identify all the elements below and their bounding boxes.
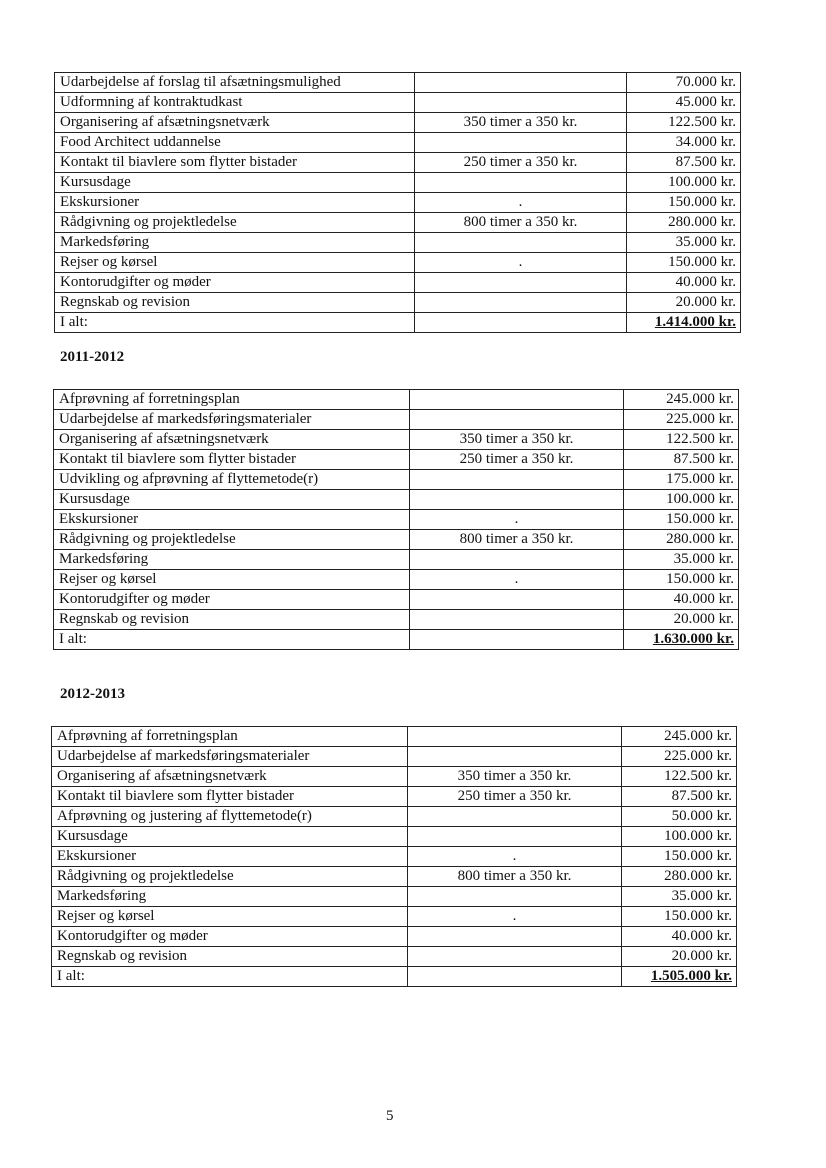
total-row xyxy=(55,313,741,333)
table-row xyxy=(55,153,741,173)
table-row xyxy=(54,590,739,610)
item-amount: 40.000 kr. xyxy=(624,590,739,610)
item-description: Afprøvning og justering af flyttemetode(r) xyxy=(52,807,408,827)
item-amount: 122.500 kr. xyxy=(622,767,737,787)
item-amount: 280.000 kr. xyxy=(624,530,739,550)
total-label: I alt: xyxy=(52,967,408,987)
total-amount: 1.414.000 kr. xyxy=(627,313,741,333)
item-calculation xyxy=(408,927,622,947)
empty-cell xyxy=(415,313,627,333)
item-description: Regnskab og revision xyxy=(54,610,410,630)
item-amount: 150.000 kr. xyxy=(622,847,737,867)
budget-table-2010-2011 xyxy=(54,72,741,333)
item-amount: 87.500 kr. xyxy=(624,450,739,470)
item-calculation: 800 timer a 350 kr. xyxy=(408,867,622,887)
table-row xyxy=(52,747,737,767)
total-row xyxy=(52,967,737,987)
item-calculation: . xyxy=(410,510,624,530)
table-row xyxy=(54,470,739,490)
item-amount: 87.500 kr. xyxy=(622,787,737,807)
total-label: I alt: xyxy=(55,313,415,333)
item-calculation xyxy=(415,273,627,293)
total-row xyxy=(54,630,739,650)
item-amount: 150.000 kr. xyxy=(627,253,741,273)
item-description: Kontorudgifter og møder xyxy=(55,273,415,293)
item-calculation xyxy=(410,490,624,510)
table-row xyxy=(54,410,739,430)
item-description: Rejser og kørsel xyxy=(54,570,410,590)
item-amount: 50.000 kr. xyxy=(622,807,737,827)
item-description: Afprøvning af forretningsplan xyxy=(54,390,410,410)
table-row xyxy=(52,887,737,907)
budget-table-2012-2013 xyxy=(51,726,737,987)
item-description: Kursusdage xyxy=(55,173,415,193)
item-amount: 122.500 kr. xyxy=(627,113,741,133)
table-row xyxy=(52,787,737,807)
item-amount: 20.000 kr. xyxy=(624,610,739,630)
item-calculation xyxy=(408,947,622,967)
table-row xyxy=(55,233,741,253)
table-row xyxy=(54,550,739,570)
item-calculation xyxy=(410,410,624,430)
item-description: Markedsføring xyxy=(55,233,415,253)
budget-table-body xyxy=(52,727,737,987)
page-number: 5 xyxy=(386,1108,394,1124)
item-description: Rådgivning og projektledelse xyxy=(52,867,408,887)
item-calculation xyxy=(408,747,622,767)
item-calculation xyxy=(415,93,627,113)
item-calculation: . xyxy=(408,847,622,867)
table-row xyxy=(55,253,741,273)
item-description: Afprøvning af forretningsplan xyxy=(52,727,408,747)
item-amount: 150.000 kr. xyxy=(624,510,739,530)
table-row xyxy=(55,293,741,313)
budget-table-2011-2012 xyxy=(53,389,739,650)
item-amount: 20.000 kr. xyxy=(627,293,741,313)
item-amount: 87.500 kr. xyxy=(627,153,741,173)
item-calculation xyxy=(415,133,627,153)
item-description: Rådgivning og projektledelse xyxy=(54,530,410,550)
item-calculation: 800 timer a 350 kr. xyxy=(410,530,624,550)
item-description: Organisering af afsætningsnetværk xyxy=(54,430,410,450)
budget-table-body xyxy=(54,390,739,650)
item-calculation: 250 timer a 350 kr. xyxy=(408,787,622,807)
empty-cell xyxy=(410,630,624,650)
item-amount: 20.000 kr. xyxy=(622,947,737,967)
item-description: Ekskursioner xyxy=(52,847,408,867)
item-calculation xyxy=(410,470,624,490)
item-calculation: 350 timer a 350 kr. xyxy=(415,113,627,133)
item-calculation xyxy=(408,887,622,907)
item-amount: 100.000 kr. xyxy=(622,827,737,847)
table-row xyxy=(52,767,737,787)
item-description: Kontakt til biavlere som flytter bistader xyxy=(54,450,410,470)
item-description: Markedsføring xyxy=(54,550,410,570)
total-amount: 1.505.000 kr. xyxy=(622,967,737,987)
item-description: Rejser og kørsel xyxy=(52,907,408,927)
item-description: Regnskab og revision xyxy=(52,947,408,967)
table-row xyxy=(54,570,739,590)
item-calculation: . xyxy=(410,570,624,590)
item-calculation xyxy=(415,233,627,253)
item-description: Kontorudgifter og møder xyxy=(54,590,410,610)
item-amount: 245.000 kr. xyxy=(624,390,739,410)
item-amount: 35.000 kr. xyxy=(627,233,741,253)
item-description: Food Architect uddannelse xyxy=(55,133,415,153)
item-amount: 175.000 kr. xyxy=(624,470,739,490)
item-amount: 225.000 kr. xyxy=(624,410,739,430)
table-row xyxy=(52,947,737,967)
item-description: Kontakt til biavlere som flytter bistader xyxy=(52,787,408,807)
table-row xyxy=(52,927,737,947)
item-calculation: . xyxy=(415,193,627,213)
table-row xyxy=(55,113,741,133)
item-description: Udvikling og afprøvning af flyttemetode(r) xyxy=(54,470,410,490)
budget-table-body xyxy=(55,73,741,333)
item-amount: 40.000 kr. xyxy=(627,273,741,293)
table-row xyxy=(54,490,739,510)
item-description: Organisering af afsætningsnetværk xyxy=(52,767,408,787)
item-amount: 150.000 kr. xyxy=(627,193,741,213)
item-description: Ekskursioner xyxy=(54,510,410,530)
table-row xyxy=(54,430,739,450)
table-row xyxy=(52,907,737,927)
total-amount: 1.630.000 kr. xyxy=(624,630,739,650)
table-row xyxy=(55,213,741,233)
item-description: Kursusdage xyxy=(52,827,408,847)
section-heading-2012-2013: 2012-2013 xyxy=(60,686,125,702)
item-description: Rejser og kørsel xyxy=(55,253,415,273)
table-row xyxy=(55,73,741,93)
item-calculation xyxy=(410,610,624,630)
table-row xyxy=(54,450,739,470)
table-row xyxy=(52,827,737,847)
item-amount: 150.000 kr. xyxy=(624,570,739,590)
table-row xyxy=(52,807,737,827)
item-calculation: 350 timer a 350 kr. xyxy=(410,430,624,450)
table-row xyxy=(52,867,737,887)
item-calculation xyxy=(415,173,627,193)
total-label: I alt: xyxy=(54,630,410,650)
item-description: Udarbejdelse af markedsføringsmaterialer xyxy=(52,747,408,767)
item-amount: 100.000 kr. xyxy=(627,173,741,193)
item-amount: 225.000 kr. xyxy=(622,747,737,767)
item-calculation: 350 timer a 350 kr. xyxy=(408,767,622,787)
item-amount: 150.000 kr. xyxy=(622,907,737,927)
item-calculation xyxy=(410,390,624,410)
item-amount: 280.000 kr. xyxy=(627,213,741,233)
table-row xyxy=(55,173,741,193)
item-amount: 122.500 kr. xyxy=(624,430,739,450)
item-amount: 34.000 kr. xyxy=(627,133,741,153)
item-description: Kontorudgifter og møder xyxy=(52,927,408,947)
item-amount: 35.000 kr. xyxy=(622,887,737,907)
item-description: Udformning af kontraktudkast xyxy=(55,93,415,113)
item-calculation: . xyxy=(415,253,627,273)
item-calculation xyxy=(410,550,624,570)
item-amount: 245.000 kr. xyxy=(622,727,737,747)
table-row xyxy=(54,610,739,630)
item-description: Ekskursioner xyxy=(55,193,415,213)
item-amount: 35.000 kr. xyxy=(624,550,739,570)
item-amount: 280.000 kr. xyxy=(622,867,737,887)
item-calculation xyxy=(408,807,622,827)
table-row xyxy=(55,133,741,153)
item-description: Udarbejdelse af forslag til afsætningsmulighed xyxy=(55,73,415,93)
item-calculation: 250 timer a 350 kr. xyxy=(410,450,624,470)
table-row xyxy=(52,847,737,867)
item-description: Udarbejdelse af markedsføringsmaterialer xyxy=(54,410,410,430)
empty-cell xyxy=(408,967,622,987)
item-calculation xyxy=(415,73,627,93)
table-row xyxy=(54,530,739,550)
item-description: Markedsføring xyxy=(52,887,408,907)
item-description: Kontakt til biavlere som flytter bistader xyxy=(55,153,415,173)
item-calculation xyxy=(410,590,624,610)
item-description: Organisering af afsætningsnetværk xyxy=(55,113,415,133)
item-calculation xyxy=(415,293,627,313)
item-description: Regnskab og revision xyxy=(55,293,415,313)
item-amount: 70.000 kr. xyxy=(627,73,741,93)
item-calculation xyxy=(408,727,622,747)
item-amount: 100.000 kr. xyxy=(624,490,739,510)
item-calculation xyxy=(408,827,622,847)
table-row xyxy=(52,727,737,747)
item-calculation: 800 timer a 350 kr. xyxy=(415,213,627,233)
section-heading-2011-2012: 2011-2012 xyxy=(60,349,125,365)
table-row xyxy=(55,193,741,213)
item-description: Rådgivning og projektledelse xyxy=(55,213,415,233)
item-calculation: 250 timer a 350 kr. xyxy=(415,153,627,173)
item-amount: 40.000 kr. xyxy=(622,927,737,947)
item-amount: 45.000 kr. xyxy=(627,93,741,113)
item-calculation: . xyxy=(408,907,622,927)
table-row xyxy=(54,510,739,530)
table-row xyxy=(55,93,741,113)
table-row xyxy=(55,273,741,293)
table-row xyxy=(54,390,739,410)
item-description: Kursusdage xyxy=(54,490,410,510)
